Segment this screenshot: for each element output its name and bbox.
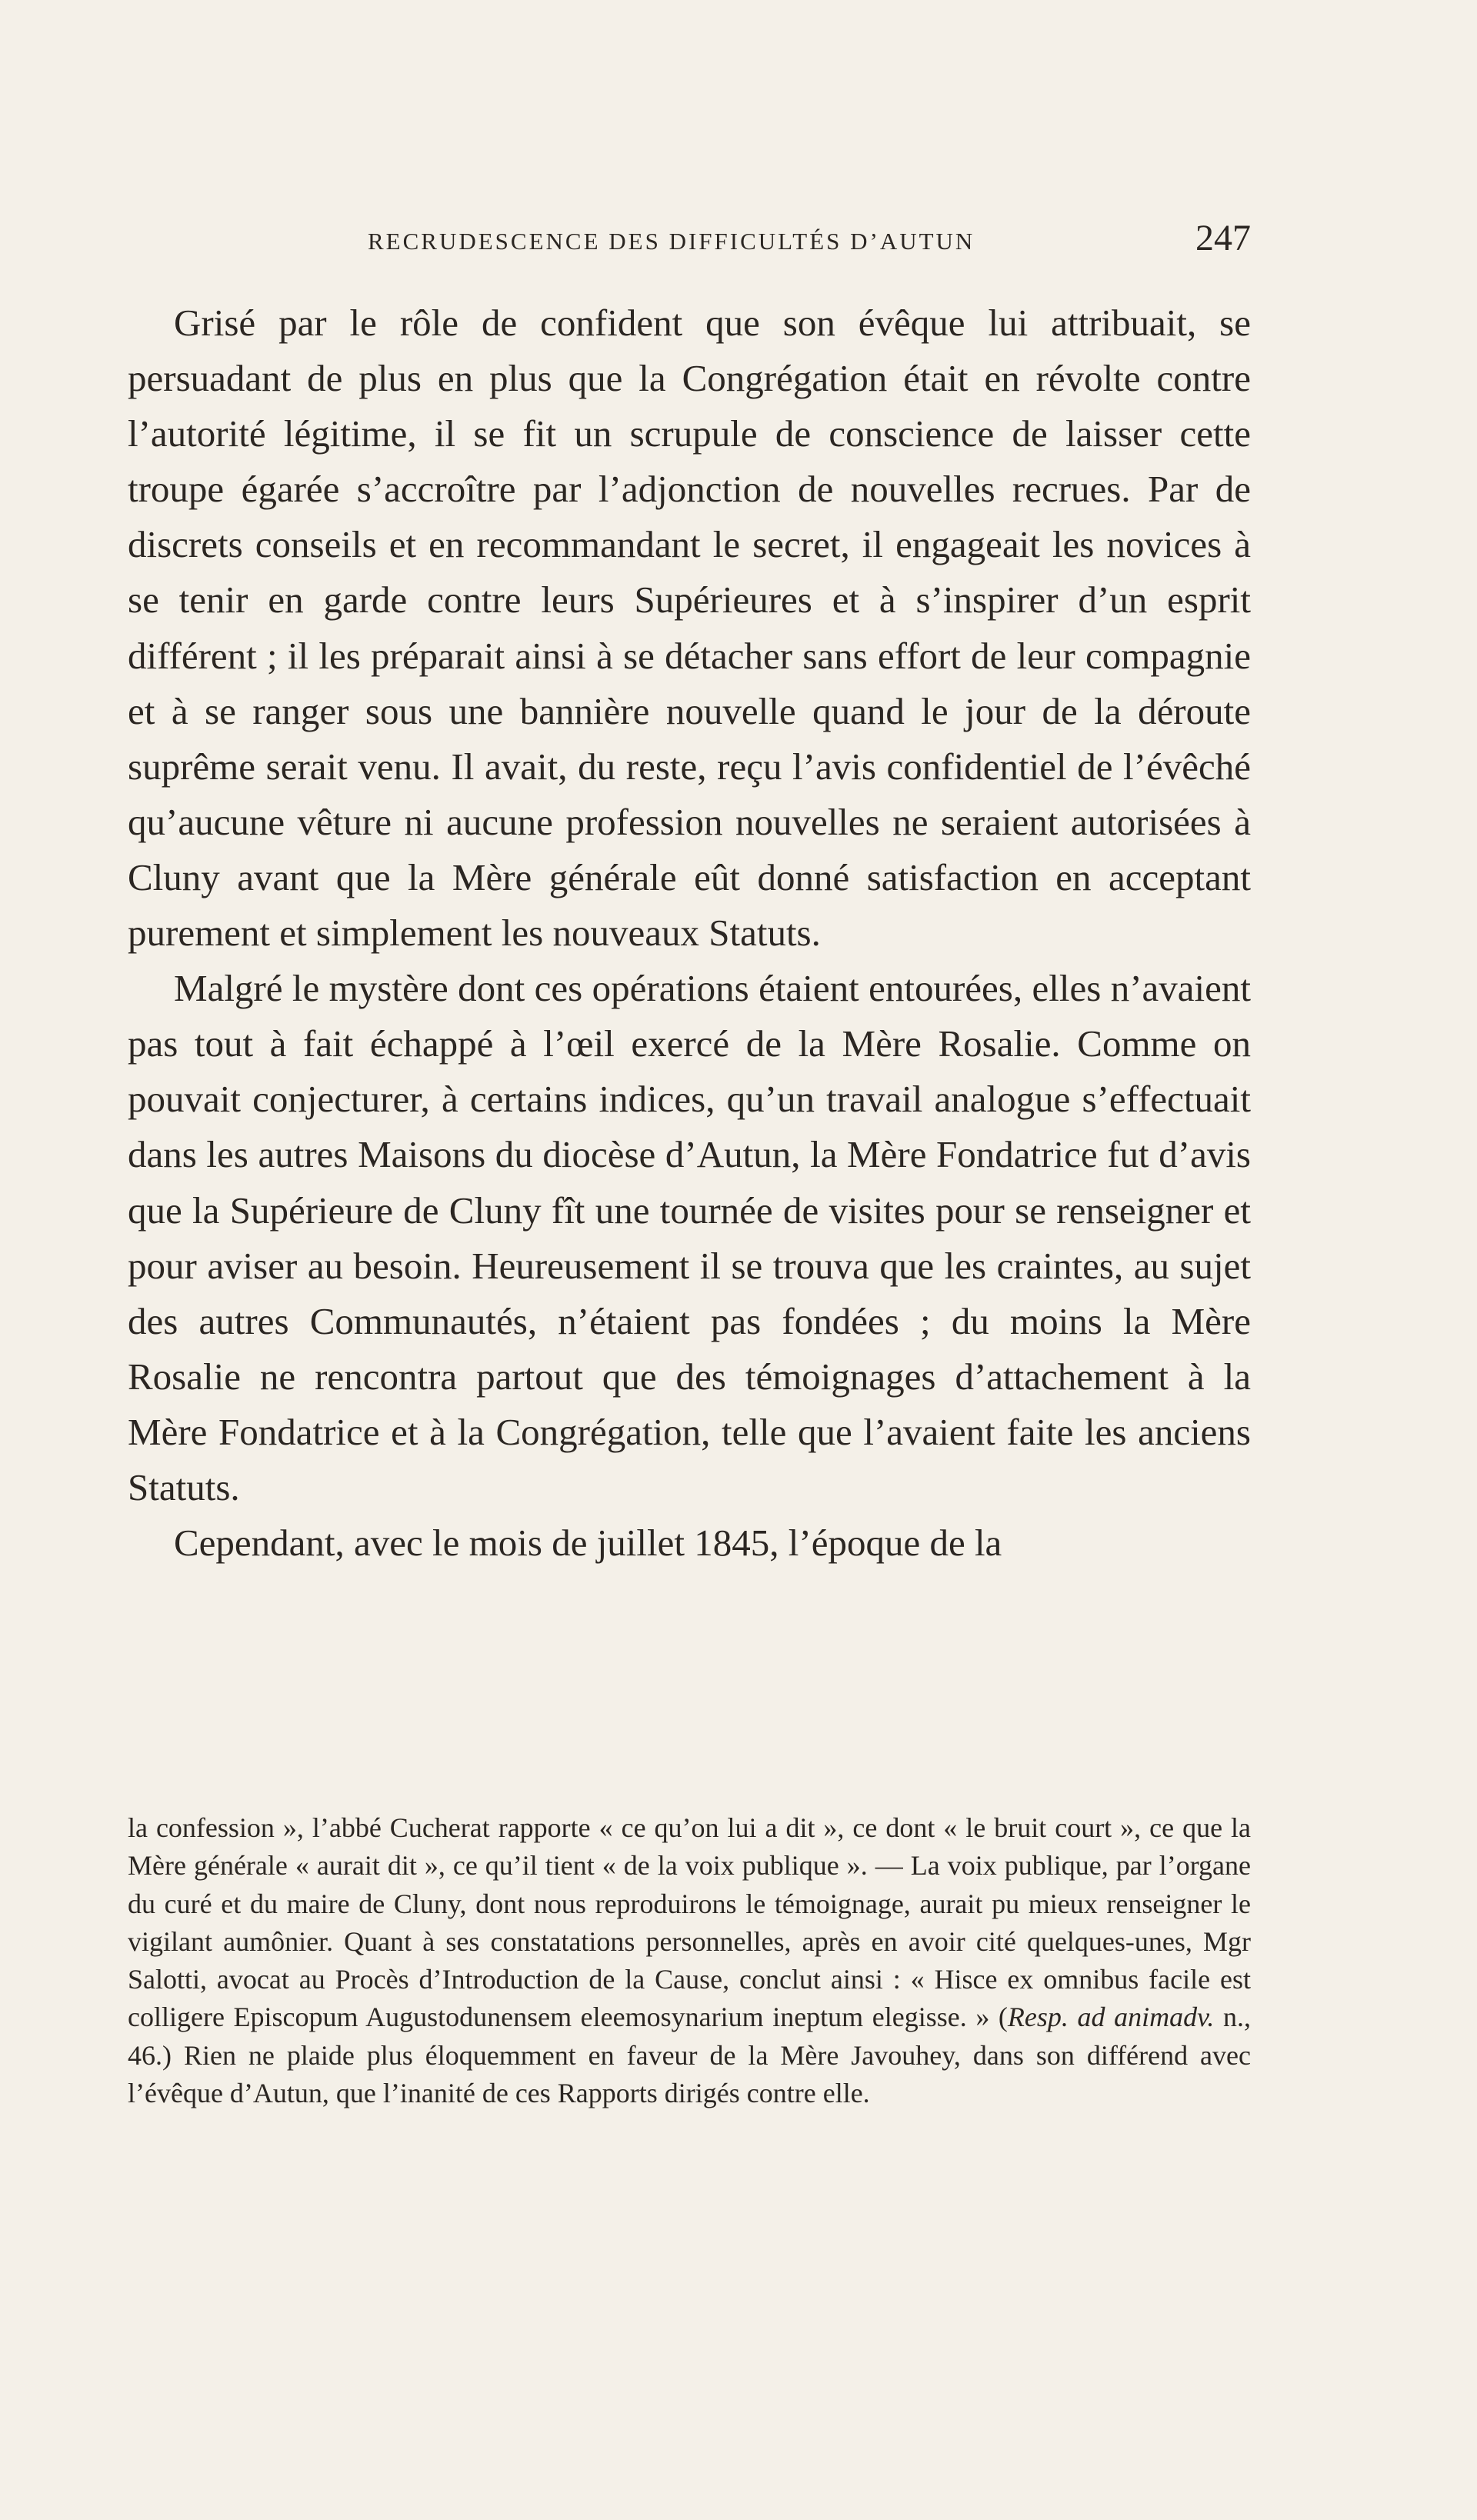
page-number: 247	[1195, 218, 1251, 258]
body-text	[128, 295, 1251, 1571]
running-head	[128, 217, 1251, 263]
footnote-text-end: n., 46.) Rien ne plaide plus éloquemment en faveur de la Mère Javouhey, dans son différend avec l’évêque d’Autun, que l’inanité de ces Rapports dirigés contre elle.	[128, 2002, 1251, 2109]
footnote-text: la confession », l’abbé Cucherat rapporte « ce qu’on lui a dit », ce dont « le bruit court », ce que la Mère générale « aurait dit », ce qu’il tient « de la voix publique ». — La voix publique, par l’organe du curé et du maire de Cluny, dont nous reproduirons le témoignage, aurait pu mieux renseigner le vigilant aumônier. Quant à ses constatations personnelles, après en avoir cité quelques-unes, Mgr Salotti, avocat au Procès d’Introduction de la Cause, conclut ainsi : « Hisce ex omnibus facile est colligere Episcopum Augustodunensem eleemosynarium ineptum elegisse. » (	[128, 1812, 1251, 2033]
paragraph: Malgré le mystère dont ces opérations étaient entourées, elles n’avaient pas tout à fait échappé à l’œil exercé de la Mère Rosalie. Comme on pouvait conjecturer, à certains indices, qu’un travail analogue s’effectuait dans les autres Maisons du diocèse d’Autun, la Mère Fondatrice fut d’avis que la Supérieure de Cluny fît une tournée de visites pour se renseigner et pour aviser au besoin. Heureusement il se trouva que les craintes, au sujet des autres Communautés, n’étaient pas fondées ; du moins la Mère Rosalie ne rencontra partout que des témoignages d’attachement à la Mère Fondatrice et à la Congrégation, telle que l’avaient faite les anciens Statuts.	[128, 967, 1251, 1508]
running-title: RECRUDESCENCE DES DIFFICULTÉS D’AUTUN	[368, 228, 975, 255]
paragraph: Grisé par le rôle de confident que son évêque lui attribuait, se persuadant de plus en plus que la Congrégation était en révolte contre l’autorité légitime, il se fit un scrupule de conscience de laisser cette troupe égarée s’accroître par l’adjonction de nouvelles recrues. Par de discrets conseils et en recommandant le secret, il engageait les novices à se tenir en garde contre leurs Supérieures et à s’inspirer d’un esprit différent ; il les préparait ainsi à se détacher sans effort de leur compagnie et à se ranger sous une bannière nouvelle quand le jour de la déroute suprême serait venu. Il avait, du reste, reçu l’avis confidentiel de l’évêché qu’aucune vêture ni aucune profession nouvelles ne seraient autorisées à Cluny avant que la Mère générale eût donné satisfaction en acceptant purement et simplement les nouveaux Statuts.	[128, 302, 1251, 955]
paragraph: Cependant, avec le mois de juillet 1845, l’époque de la	[174, 1522, 1002, 1565]
footnote	[128, 1809, 1251, 2112]
footnote-reference: Resp. ad animadv.	[1007, 2002, 1215, 2033]
